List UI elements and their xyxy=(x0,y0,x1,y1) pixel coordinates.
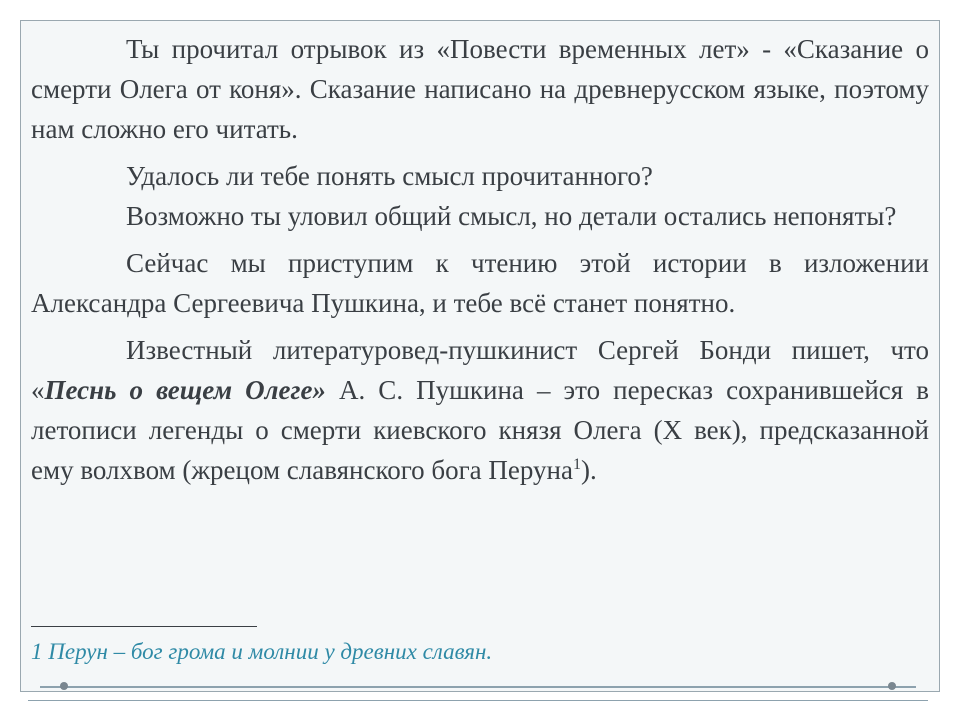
main-text xyxy=(31,29,929,497)
paragraph-4-body: А. С. Пушкина – это пересказ сохранившейся в летописи легенды о смерти киевского князя Олега (X век), предсказанной ему волхвом (жрецом славянского бога Перуна xyxy=(31,375,930,485)
paragraph-3: Сейчас мы приступим к чтению этой истории в изложении Александра Сергеевича Пушкина, и тебе всё станет понятно. xyxy=(31,248,929,318)
paragraph-2-line-1: Удалось ли тебе понять смысл прочитанного? xyxy=(126,161,653,191)
footnote: 1 Перун – бог грома и молнии у древних славян. xyxy=(31,639,493,664)
slide-frame xyxy=(20,20,940,692)
left-handle-dot xyxy=(60,682,68,690)
poem-title: Песнь о вещем Олеге» xyxy=(44,375,326,405)
paragraph-4-end: ). xyxy=(580,455,597,485)
bottom-divider xyxy=(40,686,916,688)
paragraph-2 xyxy=(31,156,929,236)
footnote-divider xyxy=(31,626,257,627)
right-handle-dot xyxy=(888,682,896,690)
paragraph-4 xyxy=(31,330,929,490)
paragraph-2-line-2: Возможно ты уловил общий смысл, но детали остались непоняты? xyxy=(126,201,897,231)
bottom-divider-thin xyxy=(28,700,928,701)
footnote-ref[interactable]: 1 xyxy=(572,456,581,473)
paragraph-1: Ты прочитал отрывок из «Повести временных лет» - «Сказание о смерти Олега от коня». Сказание написано на древнерусском языке, поэтому нам сложно его читать. xyxy=(31,34,929,144)
paragraph-4-intro: Известный литературовед-пушкинист Сергей Бонди пишет, что « xyxy=(31,335,929,405)
